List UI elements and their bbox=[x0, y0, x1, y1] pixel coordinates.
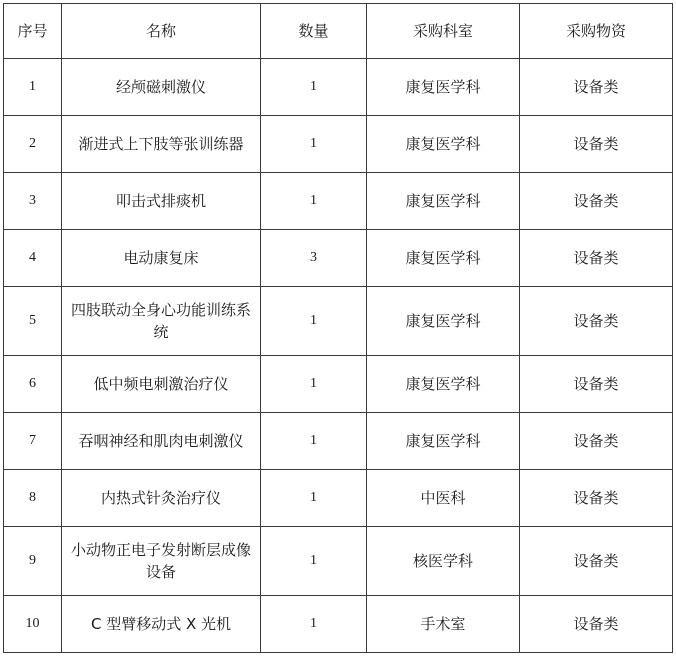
header-dept: 采购科室 bbox=[367, 4, 520, 59]
cell-qty: 1 bbox=[261, 116, 367, 173]
cell-dept: 手术室 bbox=[367, 596, 520, 653]
cell-category: 设备类 bbox=[520, 470, 673, 527]
cell-qty: 1 bbox=[261, 173, 367, 230]
header-name: 名称 bbox=[62, 4, 261, 59]
cell-name: 低中频电刺激治疗仪 bbox=[62, 356, 261, 413]
cell-category: 设备类 bbox=[520, 173, 673, 230]
table-row bbox=[4, 596, 673, 653]
header-qty: 数量 bbox=[261, 4, 367, 59]
cell-name: C 型臂移动式 X 光机 bbox=[62, 596, 261, 653]
cell-seq: 7 bbox=[4, 413, 62, 470]
cell-seq: 10 bbox=[4, 596, 62, 653]
header-category: 采购物资 bbox=[520, 4, 673, 59]
cell-qty: 1 bbox=[261, 413, 367, 470]
cell-qty: 1 bbox=[261, 470, 367, 527]
cell-category: 设备类 bbox=[520, 413, 673, 470]
cell-seq: 2 bbox=[4, 116, 62, 173]
cell-dept: 康复医学科 bbox=[367, 287, 520, 356]
table-row bbox=[4, 413, 673, 470]
cell-qty: 1 bbox=[261, 527, 367, 596]
table-row bbox=[4, 230, 673, 287]
cell-dept: 康复医学科 bbox=[367, 413, 520, 470]
cell-seq: 9 bbox=[4, 527, 62, 596]
cell-qty: 3 bbox=[261, 230, 367, 287]
cell-dept: 康复医学科 bbox=[367, 116, 520, 173]
procurement-table bbox=[3, 3, 673, 653]
cell-name: 四肢联动全身心功能训练系统 bbox=[62, 287, 261, 356]
cell-category: 设备类 bbox=[520, 596, 673, 653]
cell-dept: 康复医学科 bbox=[367, 59, 520, 116]
cell-qty: 1 bbox=[261, 287, 367, 356]
cell-dept: 中医科 bbox=[367, 470, 520, 527]
header-row bbox=[4, 4, 673, 59]
table-row bbox=[4, 470, 673, 527]
cell-dept: 康复医学科 bbox=[367, 173, 520, 230]
cell-dept: 康复医学科 bbox=[367, 356, 520, 413]
table-row bbox=[4, 287, 673, 356]
header-seq: 序号 bbox=[4, 4, 62, 59]
cell-qty: 1 bbox=[261, 59, 367, 116]
cell-category: 设备类 bbox=[520, 116, 673, 173]
cell-name: 叩击式排痰机 bbox=[62, 173, 261, 230]
table-row bbox=[4, 59, 673, 116]
cell-seq: 4 bbox=[4, 230, 62, 287]
cell-seq: 6 bbox=[4, 356, 62, 413]
cell-category: 设备类 bbox=[520, 527, 673, 596]
cell-name: 小动物正电子发射断层成像设备 bbox=[62, 527, 261, 596]
cell-seq: 1 bbox=[4, 59, 62, 116]
cell-seq: 8 bbox=[4, 470, 62, 527]
cell-dept: 核医学科 bbox=[367, 527, 520, 596]
cell-seq: 5 bbox=[4, 287, 62, 356]
table-row bbox=[4, 527, 673, 596]
cell-name: 内热式针灸治疗仪 bbox=[62, 470, 261, 527]
cell-name: 渐进式上下肢等张训练器 bbox=[62, 116, 261, 173]
cell-category: 设备类 bbox=[520, 356, 673, 413]
cell-category: 设备类 bbox=[520, 59, 673, 116]
table-row bbox=[4, 116, 673, 173]
cell-name: 吞咽神经和肌肉电刺激仪 bbox=[62, 413, 261, 470]
table-row bbox=[4, 173, 673, 230]
table-row bbox=[4, 356, 673, 413]
cell-category: 设备类 bbox=[520, 230, 673, 287]
cell-dept: 康复医学科 bbox=[367, 230, 520, 287]
cell-name: 电动康复床 bbox=[62, 230, 261, 287]
cell-category: 设备类 bbox=[520, 287, 673, 356]
cell-seq: 3 bbox=[4, 173, 62, 230]
cell-qty: 1 bbox=[261, 356, 367, 413]
cell-qty: 1 bbox=[261, 596, 367, 653]
cell-name: 经颅磁刺激仪 bbox=[62, 59, 261, 116]
